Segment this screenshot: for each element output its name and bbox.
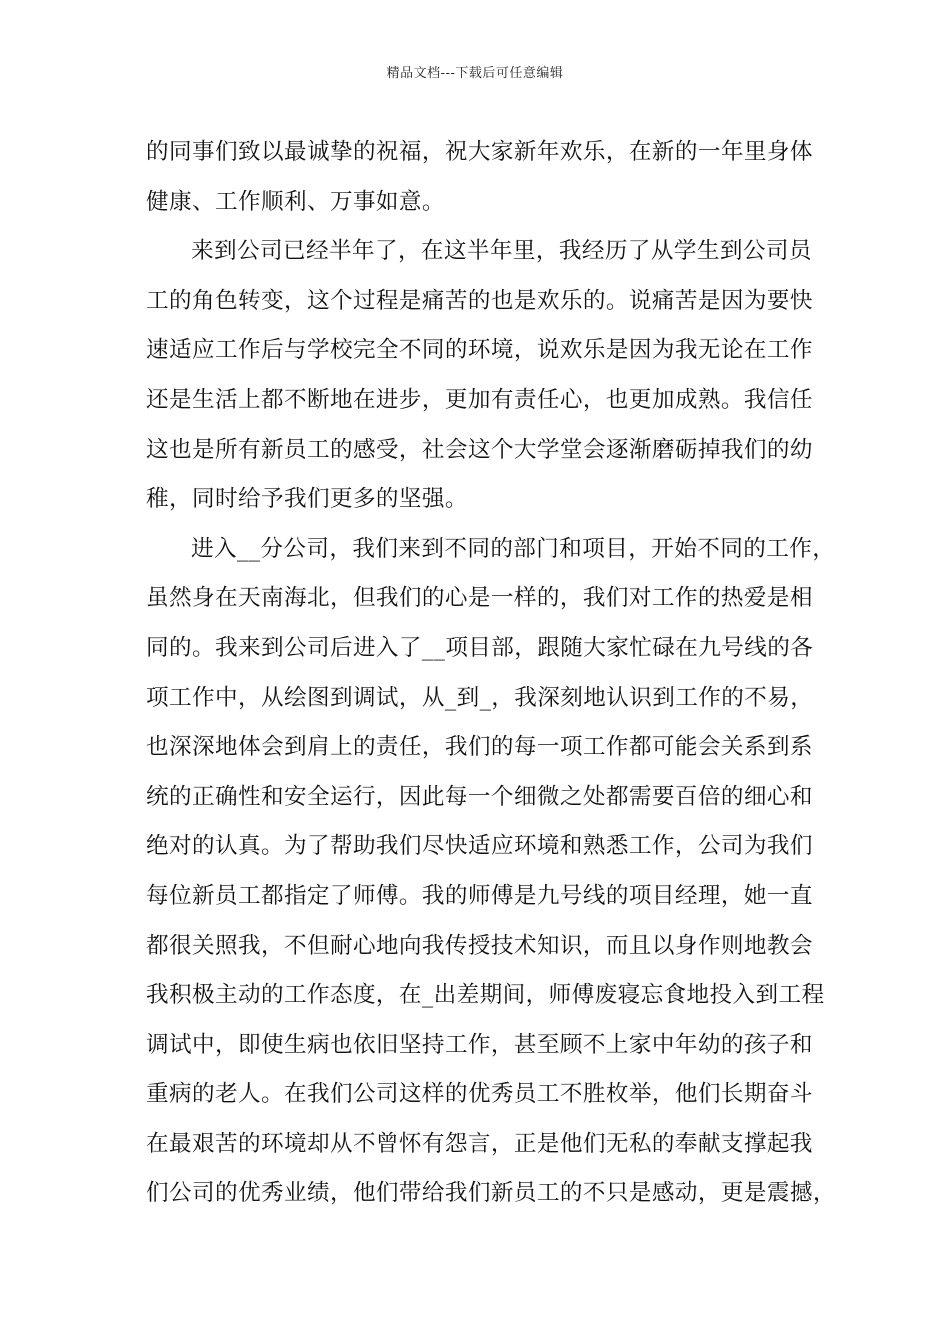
text-line: 都很关照我，不但耐心地向我传授技术知识，而且以身作则地教会 <box>146 932 813 959</box>
text-line: 稚，同时给予我们更多的坚强。 <box>146 486 468 513</box>
text-line: 项工作中，从绘图到调试，从_到_，我深刻地认识到工作的不易， <box>146 684 814 711</box>
text-line: 这也是所有新员工的感受，社会这个大学堂会逐渐磨砺掉我们的幼 <box>146 436 813 463</box>
text-line: 虽然身在天南海北，但我们的心是一样的，我们对工作的热爱是相 <box>146 585 813 612</box>
text-line: 工的角色转变，这个过程是痛苦的也是欢乐的。说痛苦是因为要快 <box>146 287 813 314</box>
text-line: 重病的老人。在我们公司这样的优秀员工不胜枚举，他们长期奋斗 <box>146 1081 813 1108</box>
paragraph-start-line: 进入__分公司，我们来到不同的部门和项目，开始不同的工作， <box>191 535 836 562</box>
text-line: 的同事们致以最诚挚的祝福，祝大家新年欢乐，在新的一年里身体 <box>146 139 813 165</box>
text-line: 健康、工作顺利、万事如意。 <box>146 188 445 215</box>
text-line: 速适应工作后与学校完全不同的环境，说欢乐是因为我无论在工作 <box>146 337 813 364</box>
text-line: 同的。我来到公司后进入了__项目部，跟随大家忙碌在九号线的各 <box>146 634 814 661</box>
text-line: 调试中，即使生病也依旧坚持工作，甚至顾不上家中年幼的孩子和 <box>146 1031 813 1058</box>
document-body <box>146 128 836 1219</box>
text-line: 我积极主动的工作态度，在_出差期间，师傅废寝忘食地投入到工程 <box>146 982 825 1009</box>
text-line: 还是生活上都不断地在进步，更加有责任心，也更加成熟。我信任 <box>146 386 813 413</box>
page-header: 精品文档---下载后可任意编辑 <box>386 66 564 81</box>
text-line: 们公司的优秀业绩，他们带给我们新员工的不只是感动，更是震撼， <box>146 1180 836 1207</box>
paragraph-start-line: 来到公司已经半年了，在这半年里，我经历了从学生到公司员 <box>191 238 812 265</box>
text-line: 也深深地体会到肩上的责任，我们的每一项工作都可能会关系到系 <box>146 734 813 761</box>
text-line: 每位新员工都指定了师傅。我的师傅是九号线的项目经理，她一直 <box>146 882 813 909</box>
text-line: 绝对的认真。为了帮助我们尽快适应环境和熟悉工作，公司为我们 <box>146 833 813 860</box>
text-line: 在最艰苦的环境却从不曾怀有怨言，正是他们无私的奉献支撑起我 <box>146 1130 813 1157</box>
text-line: 统的正确性和安全运行，因此每一个细微之处都需要百倍的细心和 <box>146 783 813 810</box>
